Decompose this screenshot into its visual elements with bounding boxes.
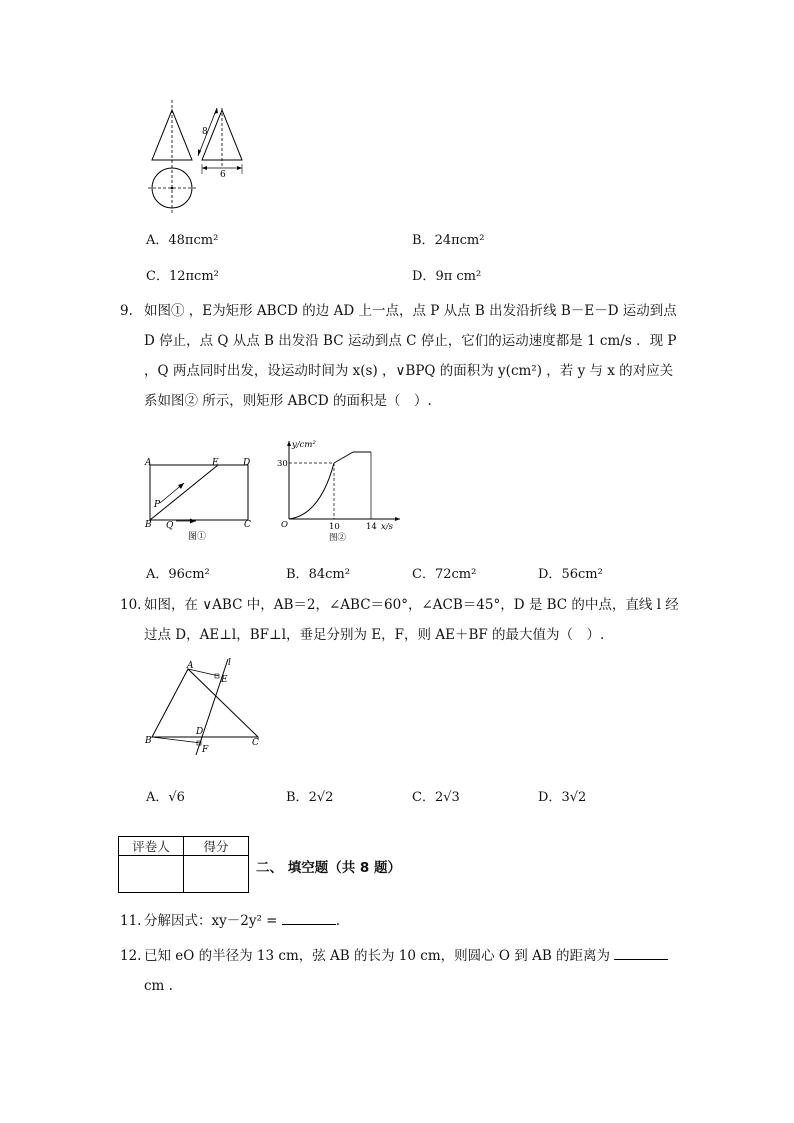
label-c: C <box>252 738 259 748</box>
tick-10: 10 <box>329 522 340 532</box>
q9-option-c[interactable]: C．72cm² <box>412 567 477 582</box>
slant-label: 8 <box>202 127 208 137</box>
label-e: E <box>212 458 219 468</box>
q8-figure <box>140 98 260 216</box>
label-d: D <box>196 727 204 737</box>
q10-option-d[interactable]: D．3√2 <box>538 790 587 805</box>
q8-option-c[interactable]: C．12πcm² <box>146 269 219 284</box>
question-text: 分解因式：xy－2y² = <box>144 913 278 929</box>
answer-blank[interactable] <box>282 912 336 925</box>
x-axis-label: x/s <box>381 522 394 532</box>
score-header: 得分 <box>184 837 249 856</box>
question-text: 已知 eO 的半径为 13 cm，弦 AB 的长为 10 cm，则圆心 O 到 AB 的距离为 <box>144 948 611 964</box>
q8-option-a[interactable]: A．48πcm² <box>146 233 219 248</box>
q8-option-b[interactable]: B．24πcm² <box>412 233 485 248</box>
question-number: 10. <box>120 597 142 613</box>
label-q: Q <box>166 521 174 531</box>
origin-label: O <box>281 520 288 530</box>
label-e: E <box>221 675 228 685</box>
question-number: 11. <box>120 913 142 929</box>
q9-option-b[interactable]: B．84cm² <box>286 567 350 582</box>
question-number: 9. <box>120 303 133 319</box>
reviewer-cell[interactable] <box>119 856 184 893</box>
tick-14: 14 <box>366 522 377 532</box>
label-c: C <box>244 520 251 530</box>
reviewer-header: 评卷人 <box>119 837 184 856</box>
q10-figure <box>140 655 270 755</box>
question-text: 如图① ，E为矩形 ABCD 的边 AD 上一点，点 P 从点 B 出发沿折线 B－E－D 运动到点 D 停止，点 Q 从点 B 出发沿 BC 运动到点 C 停止，它们的运动速度都是 1 cm/s ．现 P ，Q 两点同时出发，设运动时间为 x(s) ，∨BPQ 的面积为 y(cm²) ，若 y 与 x 的对应关系如图② 所示，则矩形 ABCD 的面积是（ ）. <box>144 303 677 409</box>
question-number: 12. <box>120 948 142 964</box>
q10-option-b[interactable]: B．2√2 <box>286 790 334 805</box>
label-d: D <box>243 458 251 468</box>
label-b: B <box>145 736 152 746</box>
q9-option-a[interactable]: A．96cm² <box>146 567 210 582</box>
q10-option-a[interactable]: A．√6 <box>146 790 185 805</box>
label-b: B <box>145 520 152 530</box>
label-a: A <box>145 458 152 468</box>
question-text: 如图，在 ∨ABC 中，AB＝2，∠ABC＝60°，∠ACB＝45°，D 是 BC 的中点，直线 l 经过点 D，AE⊥l，BF⊥l，垂足分别为 E，F，则 AE＋BF 的最大值为（ ）. <box>144 597 679 643</box>
label-a: A <box>187 661 194 671</box>
section-heading: 二、 填空题（共 8 题） <box>256 860 401 876</box>
tick-30: 30 <box>277 459 288 469</box>
base-label: 6 <box>220 170 226 180</box>
label-l: l <box>228 658 231 668</box>
label-p: P <box>154 500 161 510</box>
y-axis-label: y/cm² <box>292 440 316 450</box>
q9-option-d[interactable]: D．56cm² <box>538 567 603 582</box>
answer-blank[interactable] <box>614 947 668 960</box>
grader-table <box>118 836 249 893</box>
q8-option-d[interactable]: D．9π cm² <box>412 269 482 284</box>
label-f: F <box>202 745 209 755</box>
q9-figure-1 <box>140 455 260 543</box>
score-cell[interactable] <box>184 856 249 893</box>
q10-option-c[interactable]: C．2√3 <box>412 790 460 805</box>
fig1-caption: 图① <box>188 532 207 542</box>
fig2-caption: 图② <box>329 533 347 543</box>
q9-figure-2 <box>275 437 405 543</box>
